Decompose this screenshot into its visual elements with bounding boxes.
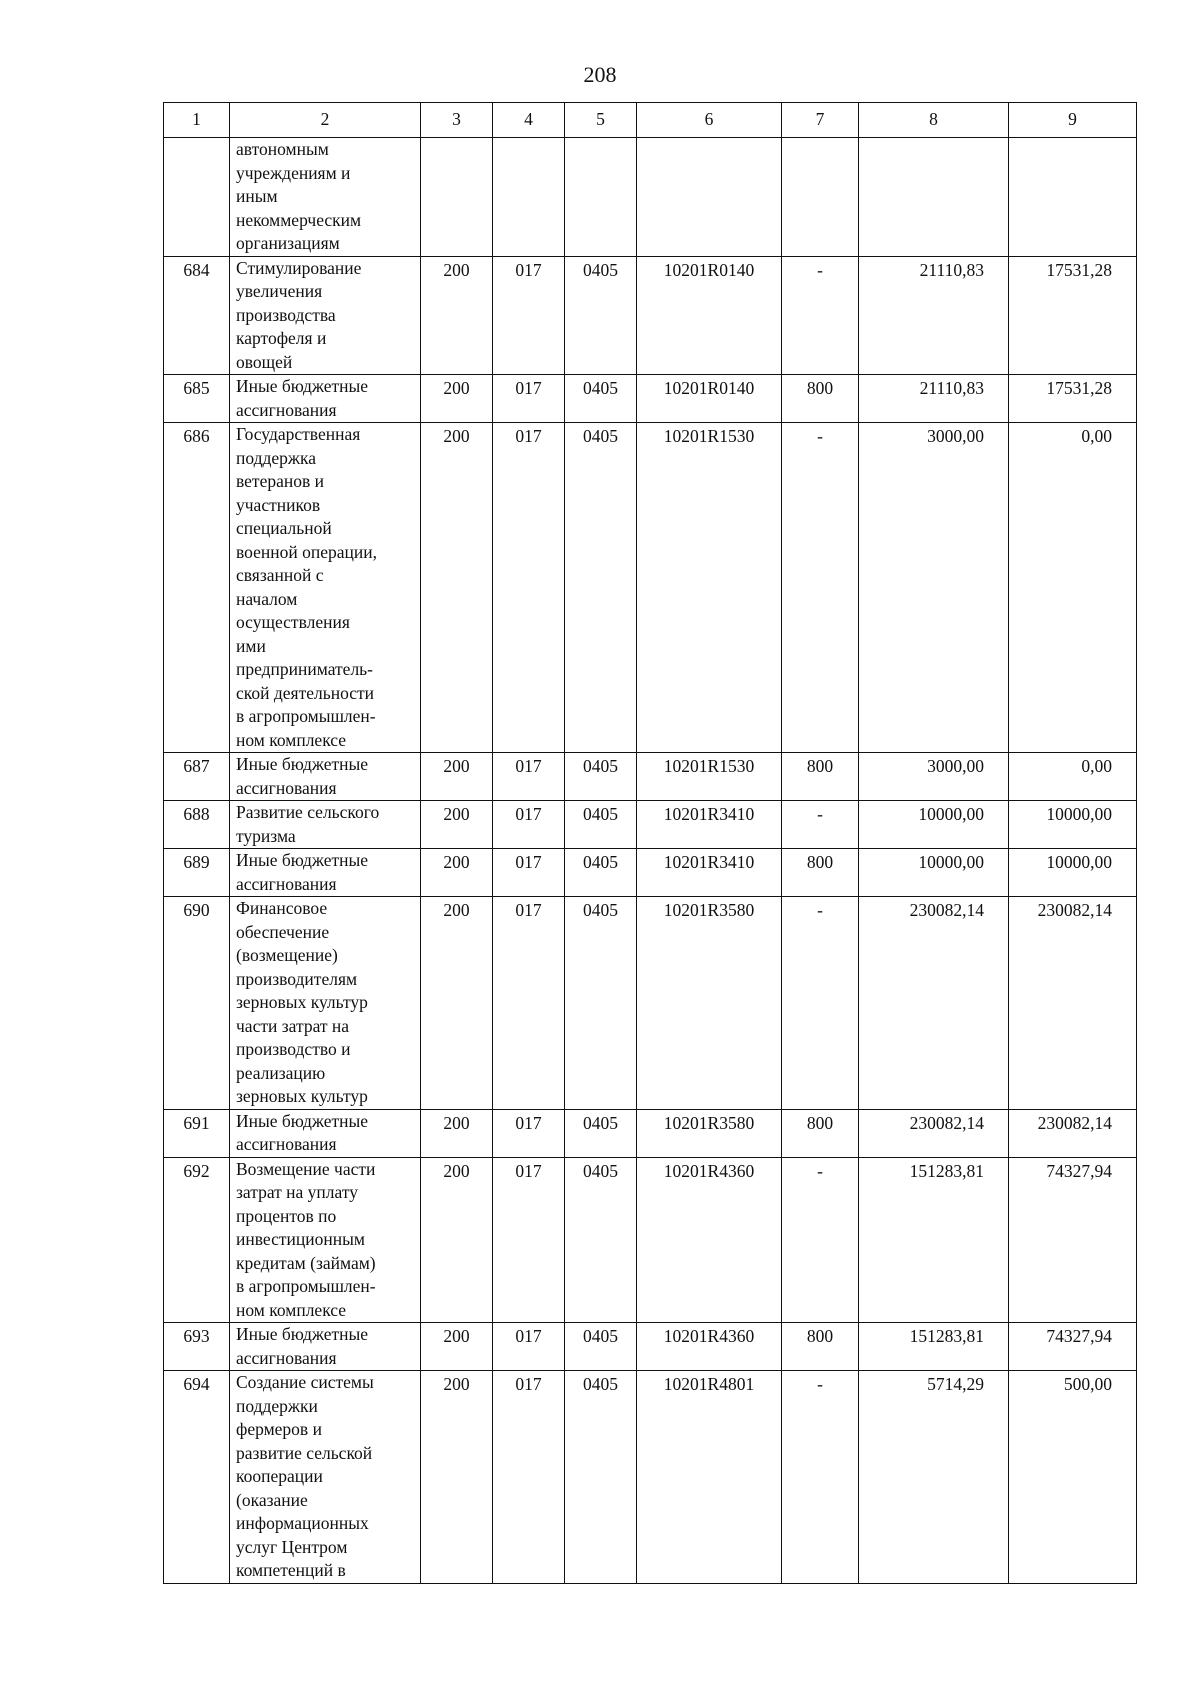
amount-col9-cell: 0,00 xyxy=(1009,423,1137,753)
name-line: процентов по xyxy=(236,1205,337,1226)
name-line: Иные бюджетные xyxy=(236,1110,369,1131)
table-row xyxy=(164,1157,1137,1323)
col4-cell: 017 xyxy=(493,849,565,897)
row-name-cell xyxy=(230,801,421,849)
column-header-4: 4 xyxy=(493,103,565,138)
col5-cell: 0405 xyxy=(565,1157,637,1323)
row-name-cell xyxy=(230,1157,421,1323)
col5-cell: 0405 xyxy=(565,849,637,897)
amount-col9-cell: 230082,14 xyxy=(1009,897,1137,1110)
name-line: (возмещение) xyxy=(236,945,338,965)
table-row xyxy=(164,375,1137,423)
row-number-cell xyxy=(164,138,230,257)
amount-col9-cell: 10000,00 xyxy=(1009,849,1137,897)
target-article-cell: 10201R1530 xyxy=(637,753,782,801)
col3-cell: 200 xyxy=(421,801,493,849)
amount-col9-cell: 17531,28 xyxy=(1009,375,1137,423)
col5-cell: 0405 xyxy=(565,801,637,849)
column-header-7: 7 xyxy=(782,103,859,138)
row-number-cell: 690 xyxy=(164,897,230,1110)
table-row xyxy=(164,1323,1137,1371)
row-name-cell xyxy=(230,1323,421,1371)
col4-cell: 017 xyxy=(493,897,565,1110)
amount-col8-cell: 3000,00 xyxy=(859,423,1009,753)
col3-cell: 200 xyxy=(421,1157,493,1323)
name-line: Иные бюджетные xyxy=(236,850,369,870)
name-line: части затрат на xyxy=(236,1015,350,1036)
amount-col8-cell: 3000,00 xyxy=(859,753,1009,801)
row-number-cell: 688 xyxy=(164,801,230,849)
row-number-cell: 686 xyxy=(164,423,230,753)
col3-cell: 200 xyxy=(421,897,493,1110)
col3-cell xyxy=(421,138,493,257)
col5-cell: 0405 xyxy=(565,375,637,423)
row-name-cell xyxy=(230,423,421,753)
name-line: зерновых культур xyxy=(236,992,368,1012)
table-row xyxy=(164,753,1137,801)
column-header-6: 6 xyxy=(637,103,782,138)
target-article-cell: 10201R0140 xyxy=(637,375,782,423)
name-line: развитие сельской xyxy=(236,1442,373,1463)
col5-cell: 0405 xyxy=(565,256,637,375)
col3-cell: 200 xyxy=(421,753,493,801)
table-row xyxy=(164,801,1137,849)
amount-col8-cell: 21110,83 xyxy=(859,256,1009,375)
name-line: специальной xyxy=(236,518,332,538)
target-article-cell: 10201R4801 xyxy=(637,1371,782,1584)
table-row xyxy=(164,1371,1137,1584)
name-line: Иные бюджетные xyxy=(236,754,369,774)
amount-col9-cell: 230082,14 xyxy=(1009,1109,1137,1157)
col4-cell: 017 xyxy=(493,1157,565,1323)
col4-cell: 017 xyxy=(493,1371,565,1584)
row-name-cell xyxy=(230,1109,421,1157)
name-line: картофеля и xyxy=(236,328,327,348)
amount-col9-cell: 0,00 xyxy=(1009,753,1137,801)
col4-cell: 017 xyxy=(493,801,565,849)
col4-cell: 017 xyxy=(493,375,565,423)
column-header-3: 3 xyxy=(421,103,493,138)
name-line: осуществления xyxy=(236,612,350,632)
row-number-cell: 692 xyxy=(164,1157,230,1323)
budget-table xyxy=(163,102,1137,1584)
row-name-cell xyxy=(230,849,421,897)
name-line: Развитие сельского xyxy=(236,802,380,822)
col3-cell: 200 xyxy=(421,1371,493,1584)
name-line: кооперации xyxy=(236,1466,323,1486)
amount-col8-cell: 230082,14 xyxy=(859,897,1009,1110)
expense-type-cell: 800 xyxy=(782,753,859,801)
column-header-2: 2 xyxy=(230,103,421,138)
col3-cell: 200 xyxy=(421,1109,493,1157)
col5-cell: 0405 xyxy=(565,423,637,753)
amount-col8-cell: 151283,81 xyxy=(859,1323,1009,1371)
amount-col8-cell: 5714,29 xyxy=(859,1371,1009,1584)
amount-col9-cell: 74327,94 xyxy=(1009,1157,1137,1323)
row-number-cell: 687 xyxy=(164,753,230,801)
col3-cell: 200 xyxy=(421,375,493,423)
name-line: участников xyxy=(236,494,321,515)
name-line: инвестиционным xyxy=(236,1229,365,1249)
name-line: Иные бюджетные xyxy=(236,376,369,396)
name-line: предприниматель- xyxy=(236,659,373,679)
amount-col8-cell: 10000,00 xyxy=(859,801,1009,849)
name-line: зерновых культур xyxy=(236,1086,368,1106)
name-line: ассигнования xyxy=(236,777,337,798)
name-line: кредитам (займам) xyxy=(236,1252,376,1273)
name-line: организациям xyxy=(236,233,340,253)
table-body xyxy=(164,138,1137,1584)
name-line: ном комплексе xyxy=(236,1299,347,1320)
expense-type-cell: - xyxy=(782,897,859,1110)
name-line: Стимулирование xyxy=(236,257,362,278)
amount-col8-cell: 21110,83 xyxy=(859,375,1009,423)
amount-col8-cell: 151283,81 xyxy=(859,1157,1009,1323)
name-line: Создание системы xyxy=(236,1372,374,1392)
name-line: фермеров и xyxy=(236,1419,322,1439)
row-name-cell xyxy=(230,375,421,423)
name-line: в агропромышлен- xyxy=(236,1276,376,1296)
name-line: некоммерческим xyxy=(236,209,362,230)
name-line: овощей xyxy=(236,351,293,372)
target-article-cell: 10201R1530 xyxy=(637,423,782,753)
name-line: военной операции, xyxy=(236,541,377,562)
col4-cell xyxy=(493,138,565,257)
expense-type-cell: 800 xyxy=(782,849,859,897)
name-line: производство и xyxy=(236,1039,351,1059)
column-header-5: 5 xyxy=(565,103,637,138)
col4-cell: 017 xyxy=(493,753,565,801)
col5-cell xyxy=(565,138,637,257)
expense-type-cell: - xyxy=(782,1371,859,1584)
expense-type-cell: - xyxy=(782,256,859,375)
name-line: (оказание xyxy=(236,1489,308,1510)
amount-col9-cell: 17531,28 xyxy=(1009,256,1137,375)
name-line: ветеранов и xyxy=(236,471,324,491)
row-number-cell: 684 xyxy=(164,256,230,375)
col4-cell: 017 xyxy=(493,1323,565,1371)
target-article-cell: 10201R3580 xyxy=(637,1109,782,1157)
name-line: ской деятельности xyxy=(236,682,375,703)
name-line: иным xyxy=(236,186,278,206)
row-number-cell: 689 xyxy=(164,849,230,897)
col5-cell: 0405 xyxy=(565,1371,637,1584)
name-line: ассигнования xyxy=(236,1134,337,1154)
amount-col9-cell: 10000,00 xyxy=(1009,801,1137,849)
name-line: ассигнования xyxy=(236,399,337,420)
name-line: Государственная xyxy=(236,424,361,444)
expense-type-cell: - xyxy=(782,1157,859,1323)
name-line: связанной с xyxy=(236,565,324,585)
name-line: Финансовое xyxy=(236,898,328,918)
column-header-8: 8 xyxy=(859,103,1009,138)
column-header-9: 9 xyxy=(1009,103,1137,138)
target-article-cell: 10201R4360 xyxy=(637,1157,782,1323)
table-row xyxy=(164,849,1137,897)
row-name-cell xyxy=(230,1371,421,1584)
name-line: ассигнования xyxy=(236,1347,337,1368)
expense-type-cell: 800 xyxy=(782,375,859,423)
table-row xyxy=(164,138,1137,257)
col3-cell: 200 xyxy=(421,423,493,753)
row-number-cell: 685 xyxy=(164,375,230,423)
col5-cell: 0405 xyxy=(565,1109,637,1157)
col4-cell: 017 xyxy=(493,1109,565,1157)
target-article-cell xyxy=(637,138,782,257)
col5-cell: 0405 xyxy=(565,753,637,801)
name-line: затрат на уплату xyxy=(236,1182,359,1202)
col3-cell: 200 xyxy=(421,256,493,375)
amount-col9-cell xyxy=(1009,138,1137,257)
col5-cell: 0405 xyxy=(565,1323,637,1371)
col3-cell: 200 xyxy=(421,1323,493,1371)
name-line: увеличения xyxy=(236,281,323,301)
expense-type-cell: - xyxy=(782,423,859,753)
page-number: 208 xyxy=(583,62,617,87)
name-line: ном комплексе xyxy=(236,729,347,750)
name-line: производства xyxy=(236,304,336,325)
amount-col8-cell: 10000,00 xyxy=(859,849,1009,897)
expense-type-cell xyxy=(782,138,859,257)
table-row xyxy=(164,423,1137,753)
name-line: автономным xyxy=(236,139,329,159)
col4-cell: 017 xyxy=(493,423,565,753)
name-line: Иные бюджетные xyxy=(236,1324,369,1344)
name-line: началом xyxy=(236,588,298,609)
row-number-cell: 693 xyxy=(164,1323,230,1371)
row-name-cell xyxy=(230,256,421,375)
name-line: ими xyxy=(236,635,266,656)
amount-col8-cell: 230082,14 xyxy=(859,1109,1009,1157)
row-number-cell: 694 xyxy=(164,1371,230,1584)
name-line: поддержка xyxy=(236,447,317,468)
name-line: Возмещение части xyxy=(236,1158,376,1179)
table-row xyxy=(164,1109,1137,1157)
name-line: поддержки xyxy=(236,1395,318,1416)
row-name-cell xyxy=(230,753,421,801)
amount-col8-cell xyxy=(859,138,1009,257)
row-number-cell: 691 xyxy=(164,1109,230,1157)
column-header-1: 1 xyxy=(164,103,230,138)
row-name-cell xyxy=(230,897,421,1110)
name-line: услуг Центром xyxy=(236,1536,348,1557)
name-line: производителям xyxy=(236,968,358,989)
name-line: в агропромышлен- xyxy=(236,706,376,726)
col3-cell: 200 xyxy=(421,849,493,897)
name-line: ассигнования xyxy=(236,873,337,894)
amount-col9-cell: 74327,94 xyxy=(1009,1323,1137,1371)
amount-col9-cell: 500,00 xyxy=(1009,1371,1137,1584)
name-line: учреждениям и xyxy=(236,162,351,183)
table-row xyxy=(164,897,1137,1110)
col4-cell: 017 xyxy=(493,256,565,375)
name-line: реализацию xyxy=(236,1062,326,1083)
expense-type-cell: 800 xyxy=(782,1109,859,1157)
expense-type-cell: - xyxy=(782,801,859,849)
target-article-cell: 10201R3410 xyxy=(637,801,782,849)
target-article-cell: 10201R4360 xyxy=(637,1323,782,1371)
table-row xyxy=(164,256,1137,375)
expense-type-cell: 800 xyxy=(782,1323,859,1371)
target-article-cell: 10201R3580 xyxy=(637,897,782,1110)
target-article-cell: 10201R0140 xyxy=(637,256,782,375)
name-line: информационных xyxy=(236,1513,369,1533)
name-line: компетенций в xyxy=(236,1560,346,1580)
name-line: обеспечение xyxy=(236,921,330,942)
table-header-row xyxy=(164,103,1137,138)
target-article-cell: 10201R3410 xyxy=(637,849,782,897)
col5-cell: 0405 xyxy=(565,897,637,1110)
row-name-cell xyxy=(230,138,421,257)
name-line: туризма xyxy=(236,825,296,846)
